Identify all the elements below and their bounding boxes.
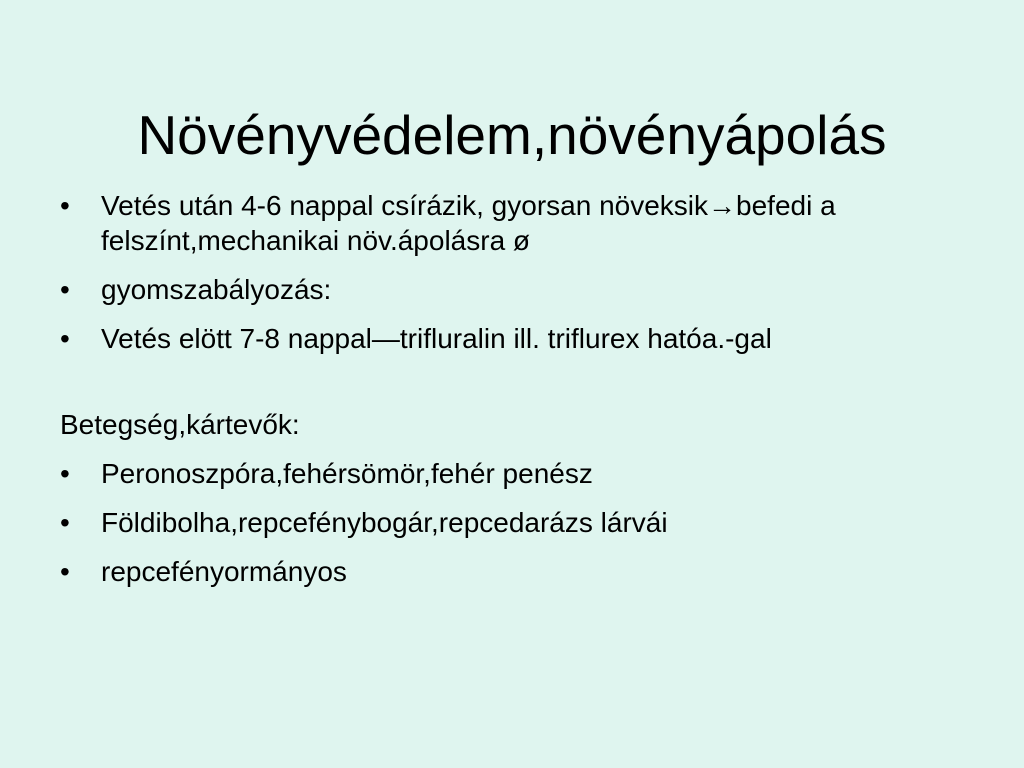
bullet-icon: • <box>60 507 70 538</box>
bullet-icon: • <box>60 274 70 305</box>
bullet-item <box>60 554 960 589</box>
bullet-text: repcefényormányos <box>101 556 347 587</box>
bullet-item <box>60 456 960 491</box>
section-heading: Betegség,kártevők: <box>60 409 300 440</box>
slide-content <box>60 188 960 603</box>
bullet-icon: • <box>60 323 70 354</box>
section-spacer <box>60 370 960 407</box>
bullet-text-part2: befedi a felszínt,mechanikai növ.ápolásra ø <box>101 190 836 256</box>
bullet-item <box>60 188 960 258</box>
bullet-item <box>60 272 960 307</box>
bullet-text: Peronoszpóra,fehérsömör,fehér penész <box>101 458 593 489</box>
bullet-text: gyomszabályozás: <box>101 274 332 305</box>
slide-title: Növényvédelem,növényápolás <box>137 103 887 166</box>
arrow-right-icon: → <box>708 190 737 221</box>
bullet-icon: • <box>60 190 70 221</box>
bullet-icon: • <box>60 458 70 489</box>
bullet-text: Vetés elött 7-8 nappal—trifluralin ill. triflurex hatóa.-gal <box>101 323 772 354</box>
bullet-icon: • <box>60 556 70 587</box>
bullet-text: Földibolha,repcefénybogár,repcedarázs lárvái <box>101 507 668 538</box>
bullet-text-part1: Vetés után 4-6 nappal csírázik, gyorsan növeksik <box>101 190 709 221</box>
bullet-item <box>60 505 960 540</box>
bullet-item <box>60 321 960 356</box>
